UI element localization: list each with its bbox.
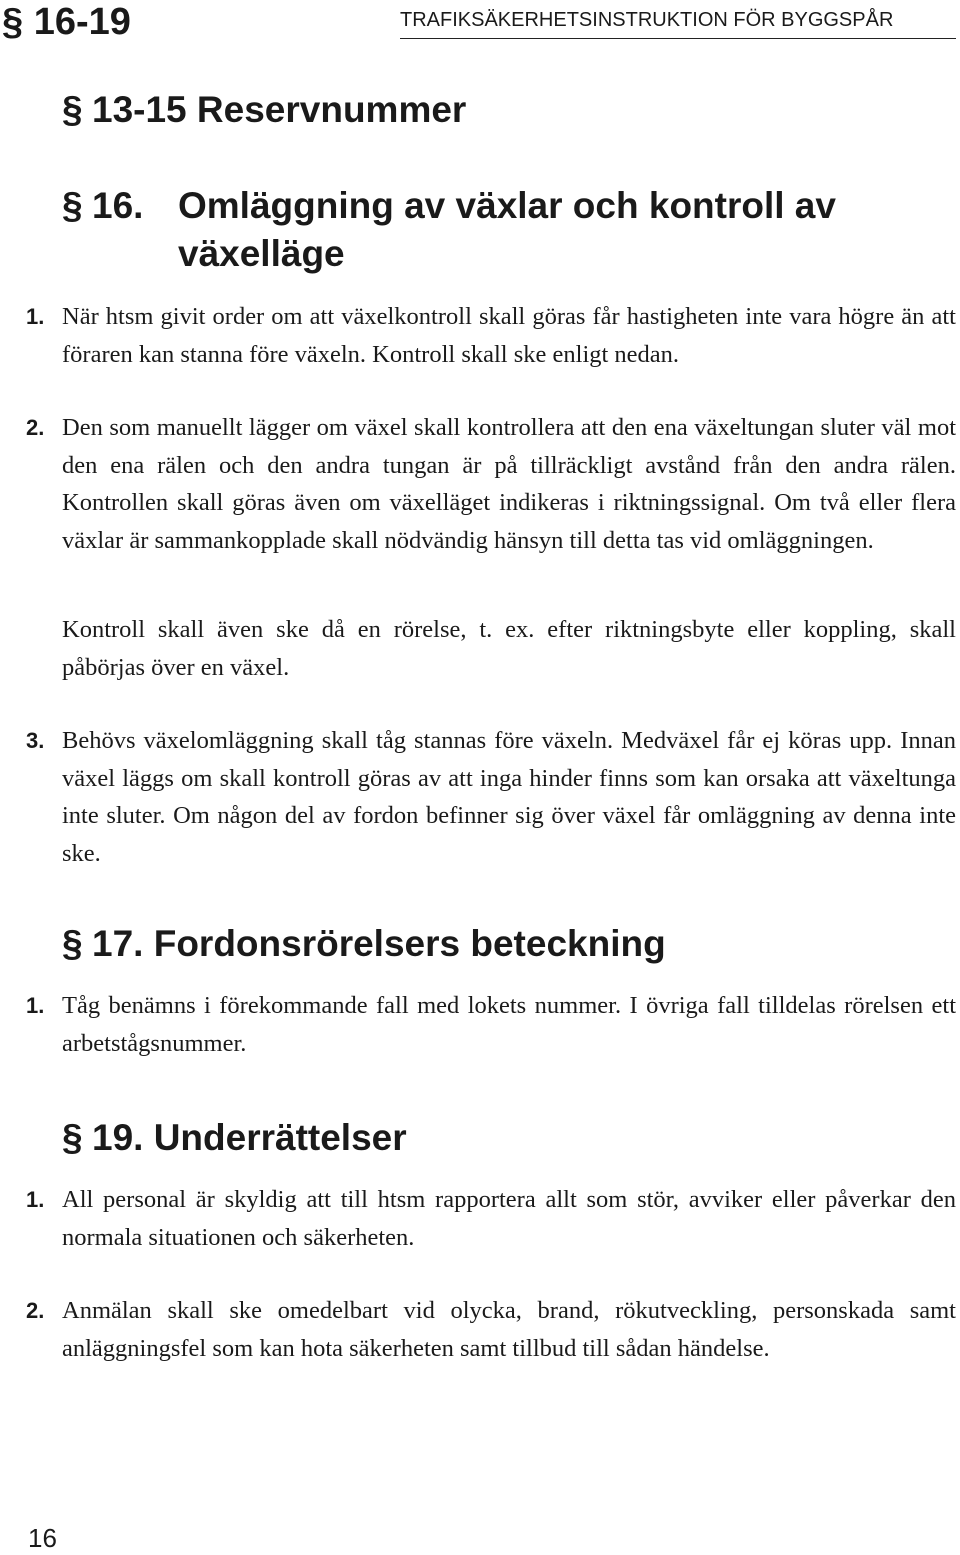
- heading-17: [62, 920, 666, 968]
- item-number: 3.: [26, 728, 45, 753]
- paragraph-text: Anmälan skall ske omedelbart vid olycka, brand, rökutveckling, personskada samt anläggningsfel som kan hota säkerheten samt tillbud till sådan händelse.: [62, 1297, 956, 1362]
- paragraph-19-1: [26, 1181, 956, 1256]
- heading-16: [62, 182, 952, 278]
- paragraph-16-2: [26, 409, 956, 559]
- heading-title: 19. Underrättelser: [92, 1117, 407, 1158]
- heading-title-line2: växelläge: [178, 233, 345, 274]
- section-sign: §: [62, 89, 83, 130]
- paragraph-16-3: [26, 722, 956, 872]
- page-number: 16: [28, 1523, 57, 1553]
- item-number: 2.: [26, 415, 45, 440]
- heading-13-15: [62, 86, 466, 134]
- paragraph-text: Tåg benämns i förekommande fall med lokets nummer. I övriga fall tilldelas rörelsen ett arbetstågsnummer.: [62, 992, 956, 1057]
- heading-title: 13-15 Reservnummer: [92, 89, 467, 130]
- heading-19: [62, 1114, 407, 1162]
- heading-title-line1: Omläggning av växlar och kontroll av: [178, 185, 836, 226]
- paragraph-text: All personal är skyldig att till htsm rapportera allt som stör, avviker eller påverkar den normala situationen och säkerheten.: [62, 1186, 956, 1251]
- paragraph-text: Kontroll skall även ske då en rörelse, t. ex. efter riktningsbyte eller koppling, skall påbörjas över en växel.: [62, 616, 956, 681]
- paragraph-text: Den som manuellt lägger om växel skall kontrollera att den ena växeltungan sluter väl mot den ena rälen och den andra tungan är på tillräckligt avstånd från den andra rälen. Kontrollen skall göras även om växelläget indikeras i riktningssignal. Om två eller flera växlar är sammankopplade skall nödvändig hänsyn till detta tas vid omläggningen.: [62, 414, 956, 554]
- section-sign: §: [62, 1117, 83, 1158]
- section-sign: §: [62, 923, 83, 964]
- paragraph-16-1: [26, 298, 956, 373]
- section-range: § 16-19: [2, 1, 131, 43]
- section-sign: §: [62, 185, 83, 226]
- heading-title: 17. Fordonsrörelsers beteckning: [92, 923, 666, 964]
- running-header: TRAFIKSÄKERHETSINSTRUKTION FÖR BYGGSPÅR: [400, 9, 894, 31]
- item-number: 2.: [26, 1298, 45, 1323]
- item-number: 1.: [26, 993, 45, 1018]
- paragraph-text: Behövs växelomläggning skall tåg stannas före växeln. Medväxel får ej köras upp. Innan växel läggs om skall kontroll göras av att inga hinder finns som kan orsaka att växeltunga inte sluter. Om någon del av fordon befinner sig över växel får omläggning av denna inte ske.: [62, 727, 956, 867]
- heading-number: 16.: [92, 185, 144, 226]
- item-number: 1.: [26, 304, 45, 329]
- item-number: 1.: [26, 1187, 45, 1212]
- paragraph-16-2-extra: [62, 611, 956, 686]
- paragraph-19-2: [26, 1292, 956, 1367]
- header-rule: [400, 38, 956, 39]
- paragraph-text: När htsm givit order om att växelkontroll skall göras får hastigheten inte vara högre än att föraren kan stanna före växeln. Kontroll skall ske enligt nedan.: [62, 303, 956, 368]
- paragraph-17-1: [26, 987, 956, 1062]
